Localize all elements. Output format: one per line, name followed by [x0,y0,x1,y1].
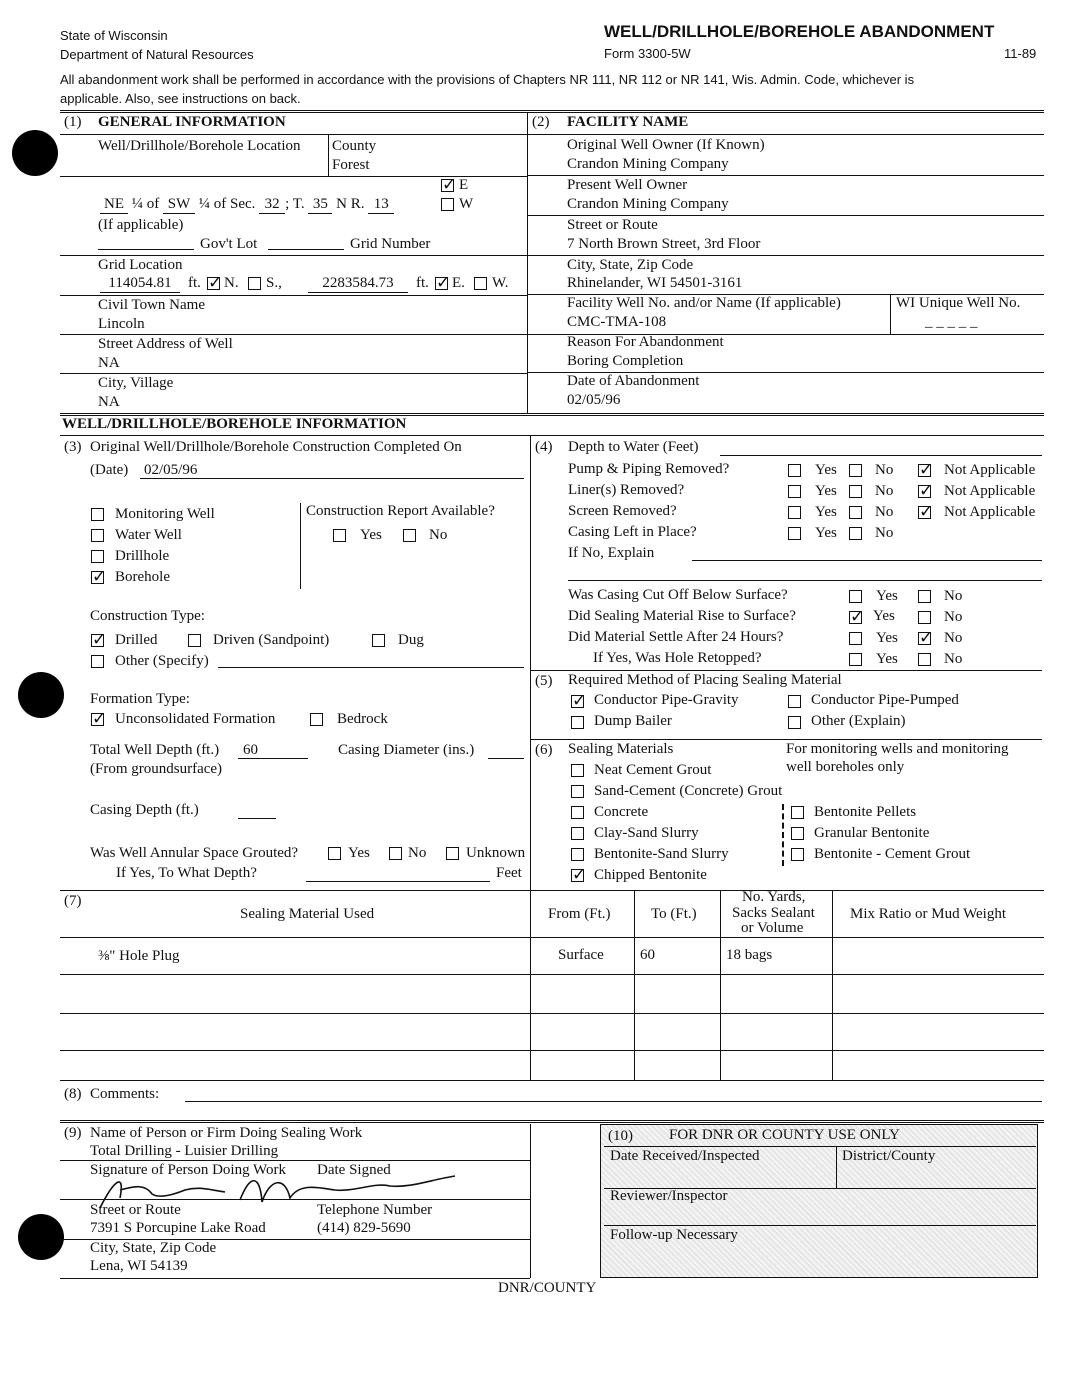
date-line [140,478,524,479]
section3-number: (3) [64,439,82,455]
completed-label: Original Well/Drillhole/Borehole Construction Completed On [90,439,462,455]
if-no-explain-label: If No, Explain [568,545,655,561]
settle-yes: Yes [876,630,898,646]
rule [60,110,1044,113]
rule [60,890,1044,891]
row1-from: Surface [558,947,604,963]
settle-no-checkbox[interactable] [918,632,931,645]
section5-number: (5) [535,673,553,689]
punch-hole-bottom [18,1214,64,1260]
dug-checkbox[interactable] [372,634,385,647]
pump-na-checkbox[interactable] [918,464,931,477]
type-monitoring-well: Monitoring Well [115,506,215,522]
report-label: Construction Report Available? [306,503,495,519]
section5-heading: Required Method of Placing Sealing Material [568,672,842,688]
pump-no-checkbox[interactable] [849,464,862,477]
rule [60,255,527,256]
driven-checkbox[interactable] [188,634,201,647]
rule [530,739,1042,740]
qq-sec-label: ¼ of Sec. [198,196,256,212]
report-no-checkbox[interactable] [403,529,416,542]
section6-number: (6) [535,742,553,758]
neat-cement-checkbox[interactable] [571,764,584,777]
drillhole-checkbox[interactable] [91,550,104,563]
material-bentonite-cement: Bentonite - Cement Grout [814,846,971,862]
table-row-rule [60,1050,1044,1051]
rule [60,134,527,135]
qq-of-label: ¼ of [131,196,160,212]
total-depth-label: Total Well Depth (ft.) [90,742,220,758]
if-no-explain-blank[interactable] [692,560,1042,561]
grouted-no-checkbox[interactable] [389,847,402,860]
liner-no-checkbox[interactable] [849,485,862,498]
section8-number: (8) [64,1086,82,1102]
west-checkbox[interactable] [441,198,454,211]
grid-e-number: 2283584.73 [308,275,408,293]
screen-no-checkbox[interactable] [849,506,862,519]
wi-unique-value: _ _ _ _ _ [925,314,978,330]
wi-unique-label: WI Unique Well No. [896,295,1021,311]
comments-label: Comments: [90,1086,160,1102]
sealer-name-value: Total Drilling - Luisier Drilling [90,1143,279,1159]
liner-yes: Yes [815,483,837,499]
pumped-label: Conductor Pipe-Pumped [811,692,959,708]
street-value: NA [98,355,120,371]
facility-street-value: 7 North Brown Street, 3rd Floor [567,236,761,252]
rule [604,1146,1036,1147]
report-yes-checkbox[interactable] [333,529,346,542]
type-drillhole: Drillhole [115,548,170,564]
pump-label: Pump & Piping Removed? [568,461,730,477]
divider [836,1146,837,1188]
reviewer-label: Reviewer/Inspector [610,1188,728,1204]
facility-well-label: Facility Well No. and/or Name (If applicable) [567,295,841,311]
ft-label: ft. [416,275,429,291]
sealing-rise-yes: Yes [873,608,895,624]
table-row-rule [60,974,1044,975]
material-bentonite-pellets: Bentonite Pellets [814,804,917,820]
liner-na: Not Applicable [944,483,1036,499]
screen-na: Not Applicable [944,504,1036,520]
liner-no: No [875,483,894,499]
east2-checkbox[interactable] [435,277,448,290]
pump-yes-checkbox[interactable] [788,464,801,477]
grid-e-value [308,275,408,293]
abandon-date-label: Date of Abandonment [567,373,700,389]
divider [328,134,329,176]
county-label: County [332,138,377,154]
col-mix-header: Mix Ratio or Mud Weight [850,906,1007,922]
if-no-explain-blank2[interactable] [568,580,1042,581]
section2-number: (2) [532,114,550,130]
west-label: W [459,196,474,212]
divider [890,294,891,334]
section4-number: (4) [535,439,553,455]
rule [60,1120,1044,1123]
sealer-street-value: 7391 S Porcupine Lake Road [90,1220,266,1236]
row1-material: ⅜" Hole Plug [98,948,180,964]
settle-no: No [944,630,963,646]
section7-number: (7) [64,893,82,909]
from-ground-label: (From groundsurface) [90,761,223,777]
divider [530,435,531,890]
monitoring-well-checkbox[interactable] [91,508,104,521]
sealer-city-value: Lena, WI 54139 [90,1258,188,1274]
grouted-yes-checkbox[interactable] [328,847,341,860]
reason-value: Boring Completion [567,353,684,369]
casing-cut-no-checkbox[interactable] [918,590,931,603]
gravity-label: Conductor Pipe-Gravity [594,692,739,708]
type-water-well: Water Well [115,527,182,543]
formation-label: Formation Type: [90,691,190,707]
grid-location-label: Grid Location [98,257,183,273]
col-volume-header-3: or Volume [741,920,804,936]
bentonite-cement-checkbox[interactable] [791,848,804,861]
casing-depth-label: Casing Depth (ft.) [90,802,199,818]
township-value: 35 [308,196,332,214]
agency-line1: State of Wisconsin [60,28,168,43]
col-divider [720,890,721,1080]
row1-to: 60 [640,947,655,963]
liner-na-checkbox[interactable] [918,485,931,498]
section6-note-line2: well boreholes only [786,759,905,775]
section10-heading: FOR DNR OR COUNTY USE ONLY [669,1127,900,1143]
rule [60,334,527,335]
total-depth-value: 60 [243,742,258,758]
grouted-unknown-label: Unknown [466,845,526,861]
west2-label: W. [492,275,509,291]
grouted-label: Was Well Annular Space Grouted? [90,845,299,861]
col-to-header: To (Ft.) [651,906,697,922]
facility-city-label: City, State, Zip Code [567,257,694,273]
total-depth-line [238,758,308,759]
retopped-no: No [944,651,963,667]
rule [60,1278,530,1279]
reason-label: Reason For Abandonment [567,334,724,350]
divider [300,503,301,589]
casing-cut-label: Was Casing Cut Off Below Surface? [568,587,788,603]
grouted-yes-label: Yes [348,845,370,861]
retopped-yes-checkbox[interactable] [849,653,862,666]
depth-water-blank[interactable] [720,455,1042,456]
concrete-checkbox[interactable] [571,806,584,819]
row1-volume: 18 bags [726,947,773,963]
screen-yes-checkbox[interactable] [788,506,801,519]
rule [527,215,1044,216]
city-label: City, Village [98,375,174,391]
county-value: Forest [332,157,370,173]
table-row-rule [60,1080,1044,1081]
south-checkbox[interactable] [248,277,261,290]
ft-label: ft. [188,275,201,291]
col-divider [832,890,833,1080]
grid-n-number: 114054.81 [100,275,180,293]
clay-sand-checkbox[interactable] [571,827,584,840]
quarter-quarter-line [100,196,394,214]
dug-label: Dug [398,632,424,648]
other-specify-checkbox[interactable] [91,655,104,668]
location-label: Well/Drillhole/Borehole Location [98,138,301,154]
dump-bailer-label: Dump Bailer [594,713,672,729]
sand-cement-checkbox[interactable] [571,785,584,798]
report-no-label: No [429,527,448,543]
north-label: N. [224,275,239,291]
dashed-divider [782,804,784,866]
drilled-checkbox[interactable] [91,634,104,647]
bentonite-sand-checkbox[interactable] [571,848,584,861]
casing-depth-blank[interactable] [238,818,276,819]
water-well-checkbox[interactable] [91,529,104,542]
col-from-header: From (Ft.) [548,906,611,922]
casing-diameter-blank[interactable] [488,758,524,759]
granular-bentonite-checkbox[interactable] [791,827,804,840]
section1-heading: GENERAL INFORMATION [98,114,286,130]
retopped-yes: Yes [876,651,898,667]
liner-yes-checkbox[interactable] [788,485,801,498]
casing-left-no: No [875,525,894,541]
depth-water-label: Depth to Water (Feet) [568,439,699,455]
abandon-date-value: 02/05/96 [567,392,621,408]
civil-town-value: Lincoln [98,316,145,332]
casing-left-yes: Yes [815,525,837,541]
material-bentonite-sand: Bentonite-Sand Slurry [594,846,729,862]
grid-number-blank[interactable] [268,249,344,250]
construction-type-label: Construction Type: [90,608,205,624]
range-label: N R. [336,196,365,212]
city-value: NA [98,394,120,410]
gravity-checkbox[interactable] [571,695,584,708]
settle-label: Did Material Settle After 24 Hours? [568,629,784,645]
col-volume-header-1: No. Yards, [742,889,806,905]
borehole-checkbox[interactable] [91,571,104,584]
sealing-rise-yes-checkbox[interactable] [849,611,862,624]
material-neat-cement: Neat Cement Grout [594,762,712,778]
date-received-label: Date Received/Inspected [610,1148,760,1164]
section-value: 32 [259,196,285,214]
west2-checkbox[interactable] [474,277,487,290]
date-label: (Date) [90,462,129,478]
screen-label: Screen Removed? [568,503,677,519]
date-signed-label: Date Signed [317,1162,391,1178]
punch-hole-middle [18,672,64,718]
facility-city-value: Rhinelander, WI 54501-3161 [567,275,743,291]
rule [60,373,527,374]
agency-line2: Department of Natural Resources [60,47,254,62]
rule [604,1225,1036,1226]
casing-cut-no: No [944,588,963,604]
sealing-rise-no: No [944,609,963,625]
sealing-rise-label: Did Sealing Material Rise to Surface? [568,608,796,624]
grid-n-value [100,275,180,293]
north-checkbox[interactable] [207,277,220,290]
rule [60,176,527,177]
casing-cut-yes-checkbox[interactable] [849,590,862,603]
sealer-name-label: Name of Person or Firm Doing Sealing Work [90,1125,363,1141]
col-volume-header-2: Sacks Sealant [732,905,815,921]
intro-line2: applicable. Also, see instructions on back. [60,91,301,106]
material-concrete: Concrete [594,804,649,820]
sealer-city-label: City, State, Zip Code [90,1240,217,1256]
material-chipped-bentonite: Chipped Bentonite [594,867,707,883]
form-number: Form 3300-5W [604,46,691,61]
bentonite-pellets-checkbox[interactable] [791,806,804,819]
rule [530,670,1042,671]
driven-label: Driven (Sandpoint) [213,632,330,648]
section6-heading: Sealing Materials [568,741,674,757]
orig-owner-label: Original Well Owner (If Known) [567,137,765,153]
screen-na-checkbox[interactable] [918,506,931,519]
rule [60,937,1044,938]
casing-left-no-checkbox[interactable] [849,527,862,540]
settle-yes-checkbox[interactable] [849,632,862,645]
feet-label: Feet [496,865,522,881]
pump-no: No [875,462,894,478]
rule [60,295,527,296]
report-yes-label: Yes [360,527,382,543]
unconsolidated-checkbox[interactable] [91,713,104,726]
east2-label: E. [452,275,465,291]
if-applicable-label: (If applicable) [98,217,184,233]
grouted-unknown-checkbox[interactable] [446,847,459,860]
form-title: WELL/DRILLHOLE/BOREHOLE ABANDONMENT [604,22,995,41]
material-granular-bentonite: Granular Bentonite [814,825,930,841]
sealer-street-label: Street or Route [90,1202,181,1218]
casing-left-yes-checkbox[interactable] [788,527,801,540]
info-heading: WELL/DRILLHOLE/BOREHOLE INFORMATION [62,416,407,432]
divider [530,1124,531,1278]
grouted-no-label: No [408,845,427,861]
rule [60,1160,530,1161]
col-divider [634,890,635,1080]
casing-left-label: Casing Left in Place? [568,524,697,540]
intro-line1: All abandonment work shall be performed in accordance with the provisions of Chapters NR 111, NR 112 or NR 141, Wis. Admin. Code, whichever is [60,72,915,87]
civil-town-label: Civil Town Name [98,297,205,313]
punch-hole-top [12,130,58,176]
district-label: District/County [842,1148,936,1164]
sealing-rise-no-checkbox[interactable] [918,611,931,624]
screen-no: No [875,504,894,520]
section9-number: (9) [64,1125,82,1141]
col-divider [530,890,531,1080]
facility-well-value: CMC-TMA-108 [567,314,667,330]
street-label: Street Address of Well [98,336,233,352]
date-value: 02/05/96 [144,462,198,478]
east-label: E [459,177,469,193]
type-borehole: Borehole [115,569,170,585]
facility-street-label: Street or Route [567,217,658,233]
phone-label: Telephone Number [317,1202,433,1218]
township-label: ; T. [285,196,305,212]
material-sand-cement: Sand-Cement (Concrete) Grout [594,783,783,799]
other-explain-checkbox[interactable] [788,716,801,729]
col-material-header: Sealing Material Used [240,906,375,922]
pump-yes: Yes [815,462,837,478]
divider [527,112,528,414]
range-value: 13 [368,196,394,214]
orig-owner-value: Crandon Mining Company [567,156,729,172]
present-owner-label: Present Well Owner [567,177,688,193]
pump-na: Not Applicable [944,462,1036,478]
other-explain-label: Other (Explain) [811,713,906,729]
drilled-label: Drilled [115,632,158,648]
what-depth-label: If Yes, To What Depth? [116,865,257,881]
signature-label: Signature of Person Doing Work [90,1162,286,1178]
qq2-value: SW [163,196,195,214]
grid-number-label: Grid Number [350,236,431,252]
footer-label: DNR/COUNTY [498,1280,597,1296]
section10-number: (10) [608,1128,633,1144]
present-owner-value: Crandon Mining Company [567,196,729,212]
casing-diameter-label: Casing Diameter (ins.) [338,742,475,758]
section1-number: (1) [64,114,82,130]
casing-cut-yes: Yes [876,588,898,604]
liner-label: Liner(s) Removed? [568,482,685,498]
rule [60,1199,530,1200]
comments-field[interactable] [185,1101,1042,1102]
other-specify-label: Other (Specify) [115,653,209,669]
unconsolidated-label: Unconsolidated Formation [115,711,276,727]
phone-value: (414) 829-5690 [317,1220,411,1236]
pumped-checkbox[interactable] [788,695,801,708]
bedrock-label: Bedrock [337,711,388,727]
retopped-label: If Yes, Was Hole Retopped? [593,650,762,666]
rule [527,255,1044,256]
rule [527,175,1044,176]
south-label: S., [266,275,282,291]
dump-bailer-checkbox[interactable] [571,716,584,729]
bedrock-checkbox[interactable] [310,713,323,726]
revision: 11-89 [1004,46,1037,61]
other-specify-blank[interactable] [218,667,524,668]
section2-heading: FACILITY NAME [567,114,689,130]
what-depth-blank[interactable] [306,881,490,882]
material-clay-sand: Clay-Sand Slurry [594,825,699,841]
section6-note-line1: For monitoring wells and monitoring [786,741,1009,757]
qq1-value: NE [100,196,128,214]
east-checkbox[interactable] [441,179,454,192]
govt-lot-label: Gov't Lot [200,236,258,252]
govt-lot-blank[interactable] [98,249,194,250]
screen-yes: Yes [815,504,837,520]
rule [527,134,1044,135]
chipped-bentonite-checkbox[interactable] [571,869,584,882]
retopped-no-checkbox[interactable] [918,653,931,666]
table-row-rule [60,1013,1044,1014]
followup-label: Follow-up Necessary [610,1227,738,1243]
rule [60,435,1044,436]
